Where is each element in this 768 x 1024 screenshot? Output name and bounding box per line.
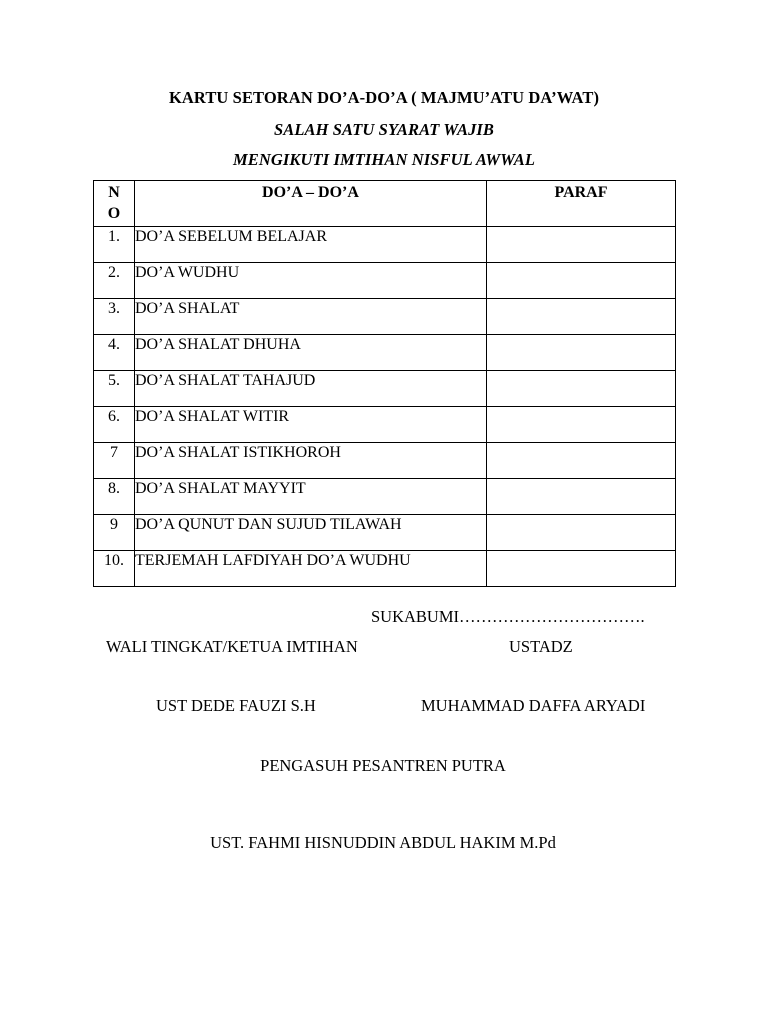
table-row [94, 335, 676, 371]
document-title: KARTU SETORAN DO’A-DO’A ( MAJMU’ATU DA’WAT) [168, 88, 600, 107]
place-date-line: SUKABUMI……………………………. [371, 607, 645, 626]
table-row [94, 479, 676, 515]
row-doa-name: DO’A SHALAT DHUHA [135, 335, 487, 371]
table-row [94, 551, 676, 587]
row-paraf-cell [487, 335, 676, 371]
row-doa-name: TERJEMAH LAFDIYAH DO’A WUDHU [135, 551, 487, 587]
ustadz-name: MUHAMMAD DAFFA ARYADI [421, 696, 646, 715]
header-no [94, 181, 135, 227]
table-row [94, 299, 676, 335]
wali-tingkat-name: UST DEDE FAUZI S.H [156, 696, 316, 715]
header-paraf: PARAF [487, 181, 676, 227]
row-doa-name: DO’A QUNUT DAN SUJUD TILAWAH [135, 515, 487, 551]
pengasuh-name: UST. FAHMI HISNUDDIN ABDUL HAKIM M.Pd [210, 833, 556, 852]
row-paraf-cell [487, 551, 676, 587]
row-doa-name: DO’A WUDHU [135, 263, 487, 299]
table-body [94, 227, 676, 587]
row-paraf-cell [487, 479, 676, 515]
table-row [94, 407, 676, 443]
row-paraf-cell [487, 371, 676, 407]
row-number: 1. [94, 227, 135, 263]
ustadz-title: USTADZ [509, 637, 573, 656]
row-number: 3. [94, 299, 135, 335]
document-subtitle-requirement: SALAH SATU SYARAT WAJIB [273, 120, 495, 139]
row-number: 10. [94, 551, 135, 587]
document-subtitle-exam: MENGIKUTI IMTIHAN NISFUL AWWAL [232, 150, 536, 169]
pengasuh-title: PENGASUH PESANTREN PUTRA [260, 756, 506, 775]
table-header-row [94, 181, 676, 227]
row-number: 9 [94, 515, 135, 551]
row-doa-name: DO’A SHALAT ISTIKHOROH [135, 443, 487, 479]
row-doa-name: DO’A SHALAT WITIR [135, 407, 487, 443]
row-paraf-cell [487, 443, 676, 479]
table-row [94, 263, 676, 299]
row-doa-name: DO’A SHALAT [135, 299, 487, 335]
row-paraf-cell [487, 407, 676, 443]
header-doa: DO’A – DO’A [135, 181, 487, 227]
setoran-table [93, 180, 676, 587]
table-row [94, 443, 676, 479]
row-number: 6. [94, 407, 135, 443]
table-row [94, 227, 676, 263]
row-doa-name: DO’A SHALAT MAYYIT [135, 479, 487, 515]
table-row [94, 515, 676, 551]
row-number: 4. [94, 335, 135, 371]
header-no-line-2: O [107, 205, 121, 222]
row-number: 7 [94, 443, 135, 479]
row-number: 2. [94, 263, 135, 299]
row-number: 8. [94, 479, 135, 515]
row-paraf-cell [487, 515, 676, 551]
row-paraf-cell [487, 299, 676, 335]
row-paraf-cell [487, 227, 676, 263]
header-no-line-1: N [108, 184, 120, 201]
row-doa-name: DO’A SEBELUM BELAJAR [135, 227, 487, 263]
row-doa-name: DO’A SHALAT TAHAJUD [135, 371, 487, 407]
table-row [94, 371, 676, 407]
row-paraf-cell [487, 263, 676, 299]
wali-tingkat-title: WALI TINGKAT/KETUA IMTIHAN [106, 637, 358, 656]
row-number: 5. [94, 371, 135, 407]
